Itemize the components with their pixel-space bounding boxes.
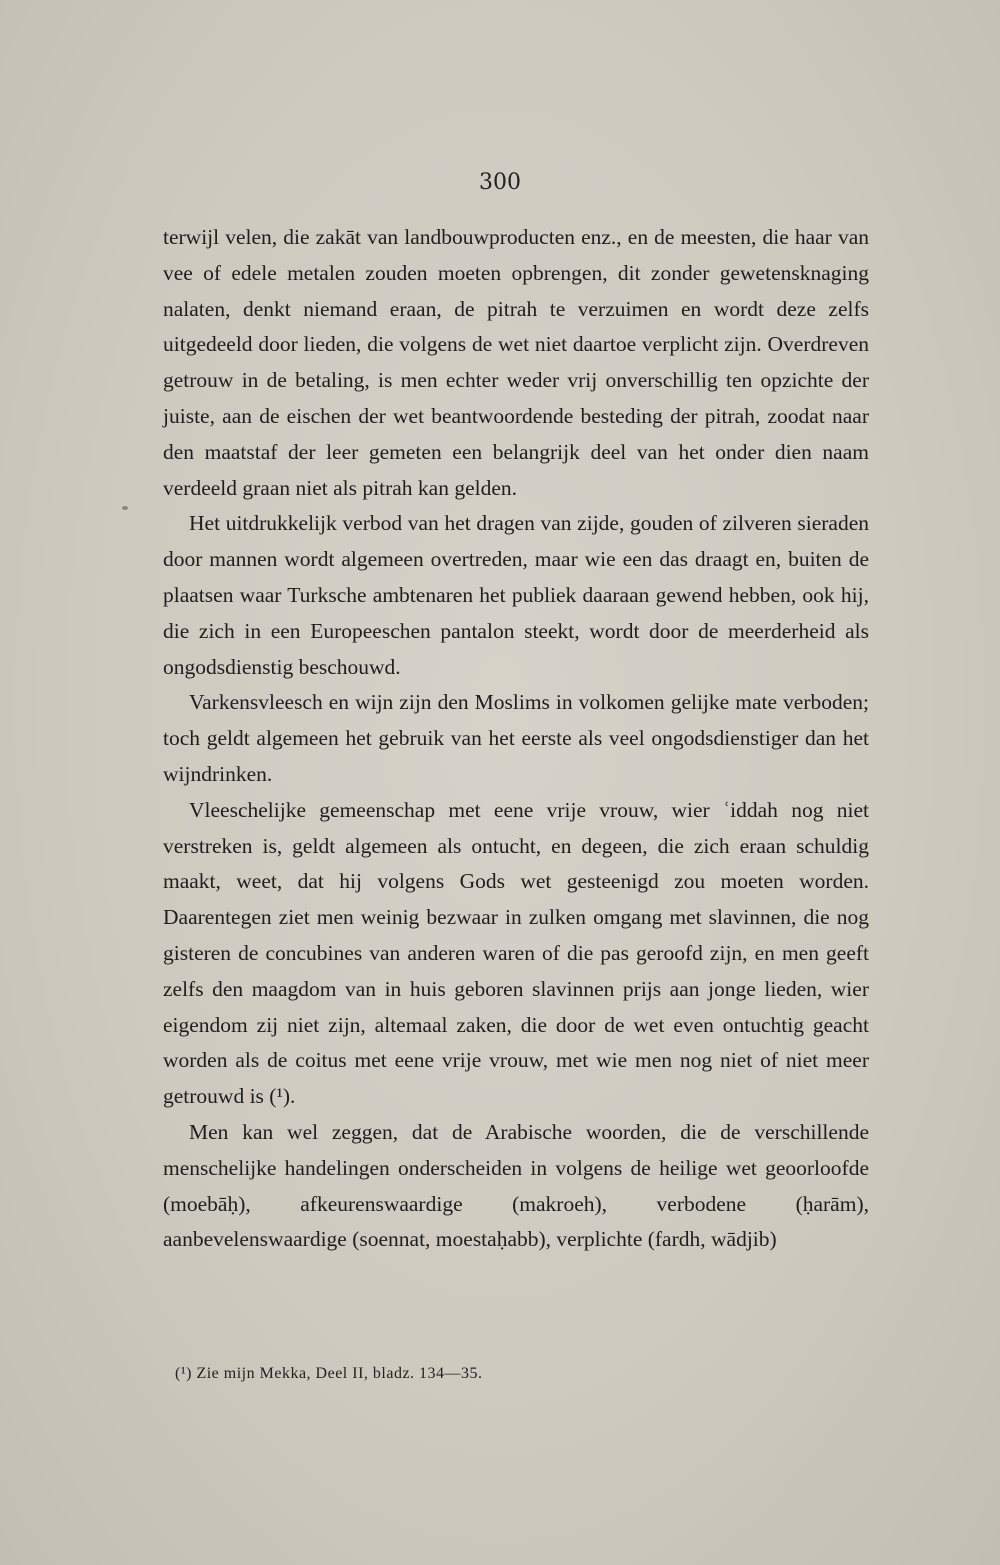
paragraph-arabic-terms: Men kan wel zeggen, dat de Arabische woorden, die de verschillende menschelijke handelingen onderscheiden in volgens de heilige wet geoorloofde (moebāḥ), afkeurenswaardige (makroeh), verbodene (ḥarām), aanbevelenswaardige (soennat, moestaḥabb), verplichte (fardh, wādjib) bbox=[163, 1119, 869, 1252]
paper-speck bbox=[122, 506, 128, 510]
paragraph-pitrah: terwijl velen, die zakāt van landbouwproducten enz., en de meesten, die haar van vee of edele metalen zouden moeten opbrengen, dit zonder gewetensknaging nalaten, denkt niemand eraan, de pitrah te verzuimen en wordt deze zelfs uitgedeeld door lieden, die volgens de wet niet daartoe verplicht zijn. Overdreven getrouw in de betaling, is men echter weder vrij onverschillig ten opzichte der juiste, aan de eischen der wet beantwoordende besteding der pitrah, zoodat naar den maatstaf der leer gemeten een belangrijk deel van het onder dien naam verdeeld graan niet als pitrah kan gelden. bbox=[163, 225, 869, 500]
footnote: (¹) Zie mijn Mekka, Deel II, bladz. 134—35. bbox=[175, 1365, 483, 1382]
paragraph-iddah: Vleeschelijke gemeenschap met eene vrije vrouw, wier ʿiddah nog niet verstreken is, geldt algemeen als ontucht, en degeen, die zich eraan schuldig maakt, weet, dat hij volgens Gods wet gesteenigd zou moeten worden. Daarentegen ziet men weinig bezwaar in zulken omgang met slavinnen, die nog gisteren de concubines van anderen waren of die pas geroofd zijn, en men geeft zelfs den maagdom van in huis geboren slavinnen prijs aan jonge lieden, wier eigendom zij niet zijn, altemaal zaken, die door de wet even ontuchtig geacht worden als de coitus met eene vrije vrouw, met wie men nog niet of niet meer getrouwd is (¹). bbox=[163, 797, 869, 1109]
page-number: 300 bbox=[479, 170, 521, 195]
paragraph-pork-wine: Varkensvleesch en wijn zijn den Moslims in volkomen gelijke mate verboden; toch geldt algemeen het gebruik van het eerste als veel ongodsdienstiger dan het wijndrinken. bbox=[163, 690, 869, 786]
paragraph-silk-gold: Het uitdrukkelijk verbod van het dragen van zijde, gouden of zilveren sieraden door mannen wordt algemeen overtreden, maar wie een das draagt en, buiten de plaatsen waar Turksche ambtenaren het publiek daaraan gewend hebben, ook hij, die zich in een Europeeschen pantalon steekt, wordt door de meerderheid als ongodsdienstig beschouwd. bbox=[163, 511, 869, 679]
body-text bbox=[163, 220, 869, 1258]
